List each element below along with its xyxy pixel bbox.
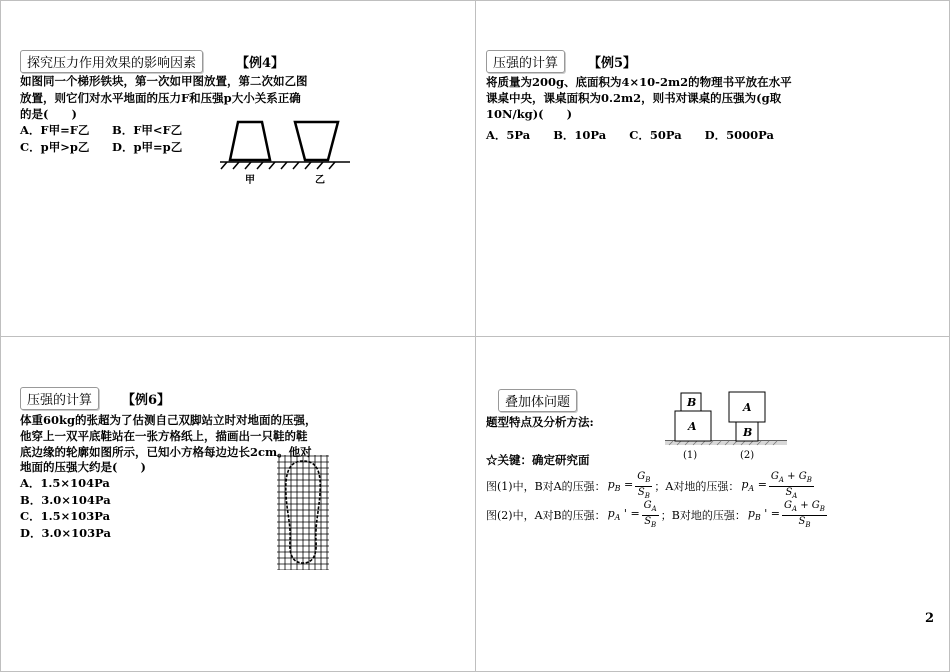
question-line-1: 如图同一个梯形铁块，第一次如甲图放置，第二次如乙图 — [20, 74, 308, 88]
question-line-3: 的是( ) — [20, 107, 77, 121]
svg-text:(2): (2) — [740, 450, 755, 461]
key-point: ☆关键：确定研究面 — [486, 453, 590, 467]
question-line-2: 放置，则它们对水平地面的压力F和压强p大小关系正确 — [20, 91, 301, 105]
topic-tag: 压强的计算 — [20, 387, 99, 410]
svg-text:(1): (1) — [683, 450, 698, 461]
page-number: 2 — [924, 611, 934, 626]
example-label: 【例6】 — [122, 393, 171, 408]
svg-text:A: A — [688, 420, 697, 433]
question-line-4: 地面的压强大约是( ) — [20, 460, 146, 474]
option-b: B．F甲<F乙 — [112, 123, 183, 137]
example-label: 【例5】 — [588, 56, 637, 71]
formula-line-1: 图(1)中，B对A的压强： $p_B$ = $\frac{G_B}{S_B}$ ；A对地的压强： $p_A$ = $\frac{G_A + G_B}{S_A}$ — [486, 470, 812, 500]
question-line-3: 10N/kg)( ) — [486, 107, 573, 121]
option-d: D．p甲=p乙 — [112, 140, 183, 154]
fig-label-jia: 甲 — [245, 175, 255, 186]
slide-example-5 — [476, 0, 950, 336]
options-row: A．5Pa B．10Pa C．50Pa D．5000Pa — [486, 128, 774, 142]
topic-tag: 探究压力作用效果的影响因素 — [20, 50, 203, 73]
topic-tag: 叠加体问题 — [498, 389, 577, 412]
question-line-1: 体重60kg的张超为了估测自己双脚站立时对地面的压强， — [20, 413, 317, 427]
question-line-3: 底边缘的轮廓如图所示，已知小方格每边边长2cm。他对 — [20, 445, 312, 459]
option-c: C．p甲>p乙 — [20, 140, 90, 154]
stacked-blocks-figure — [661, 389, 791, 461]
option-d: D．3.0×103Pa — [20, 526, 111, 540]
subtitle: 题型特点及分析方法: — [486, 415, 594, 429]
fig-label-yi: 乙 — [315, 175, 325, 186]
question-line-2: 课桌中央，课桌面积为0.2m2，则书对课桌的压强为(g取 — [486, 91, 782, 105]
svg-text:B: B — [743, 426, 753, 439]
trapezoid-figure — [215, 112, 355, 192]
topic-tag: 压强的计算 — [486, 50, 565, 73]
shoe-outline-grid — [277, 455, 329, 570]
question-line-1: 将质量为200g、底面积为4×10-2m2的物理书平放在水平 — [486, 75, 792, 89]
formula-line-2: 图(2)中，A对B的压强： $p_A$ ' = $\frac{G_A}{S_B}$ ；B对地的压强： $p_B$ ' = $\frac{G_A + G_B}{S_B}$ — [486, 499, 825, 529]
option-b: B．3.0×104Pa — [20, 493, 111, 507]
question-line-2: 他穿上一双平底鞋站在一张方格纸上，描画出一只鞋的鞋 — [20, 429, 308, 443]
svg-text:B: B — [687, 396, 697, 409]
svg-text:A: A — [743, 401, 752, 414]
slide-example-4 — [0, 0, 475, 336]
option-c: C．1.5×103Pa — [20, 509, 111, 523]
slide-example-6 — [0, 337, 475, 672]
example-label: 【例4】 — [236, 56, 285, 71]
option-a: A．1.5×104Pa — [20, 476, 110, 490]
slide-stacked-blocks — [476, 337, 950, 672]
option-a: A．F甲=F乙 — [20, 123, 90, 137]
